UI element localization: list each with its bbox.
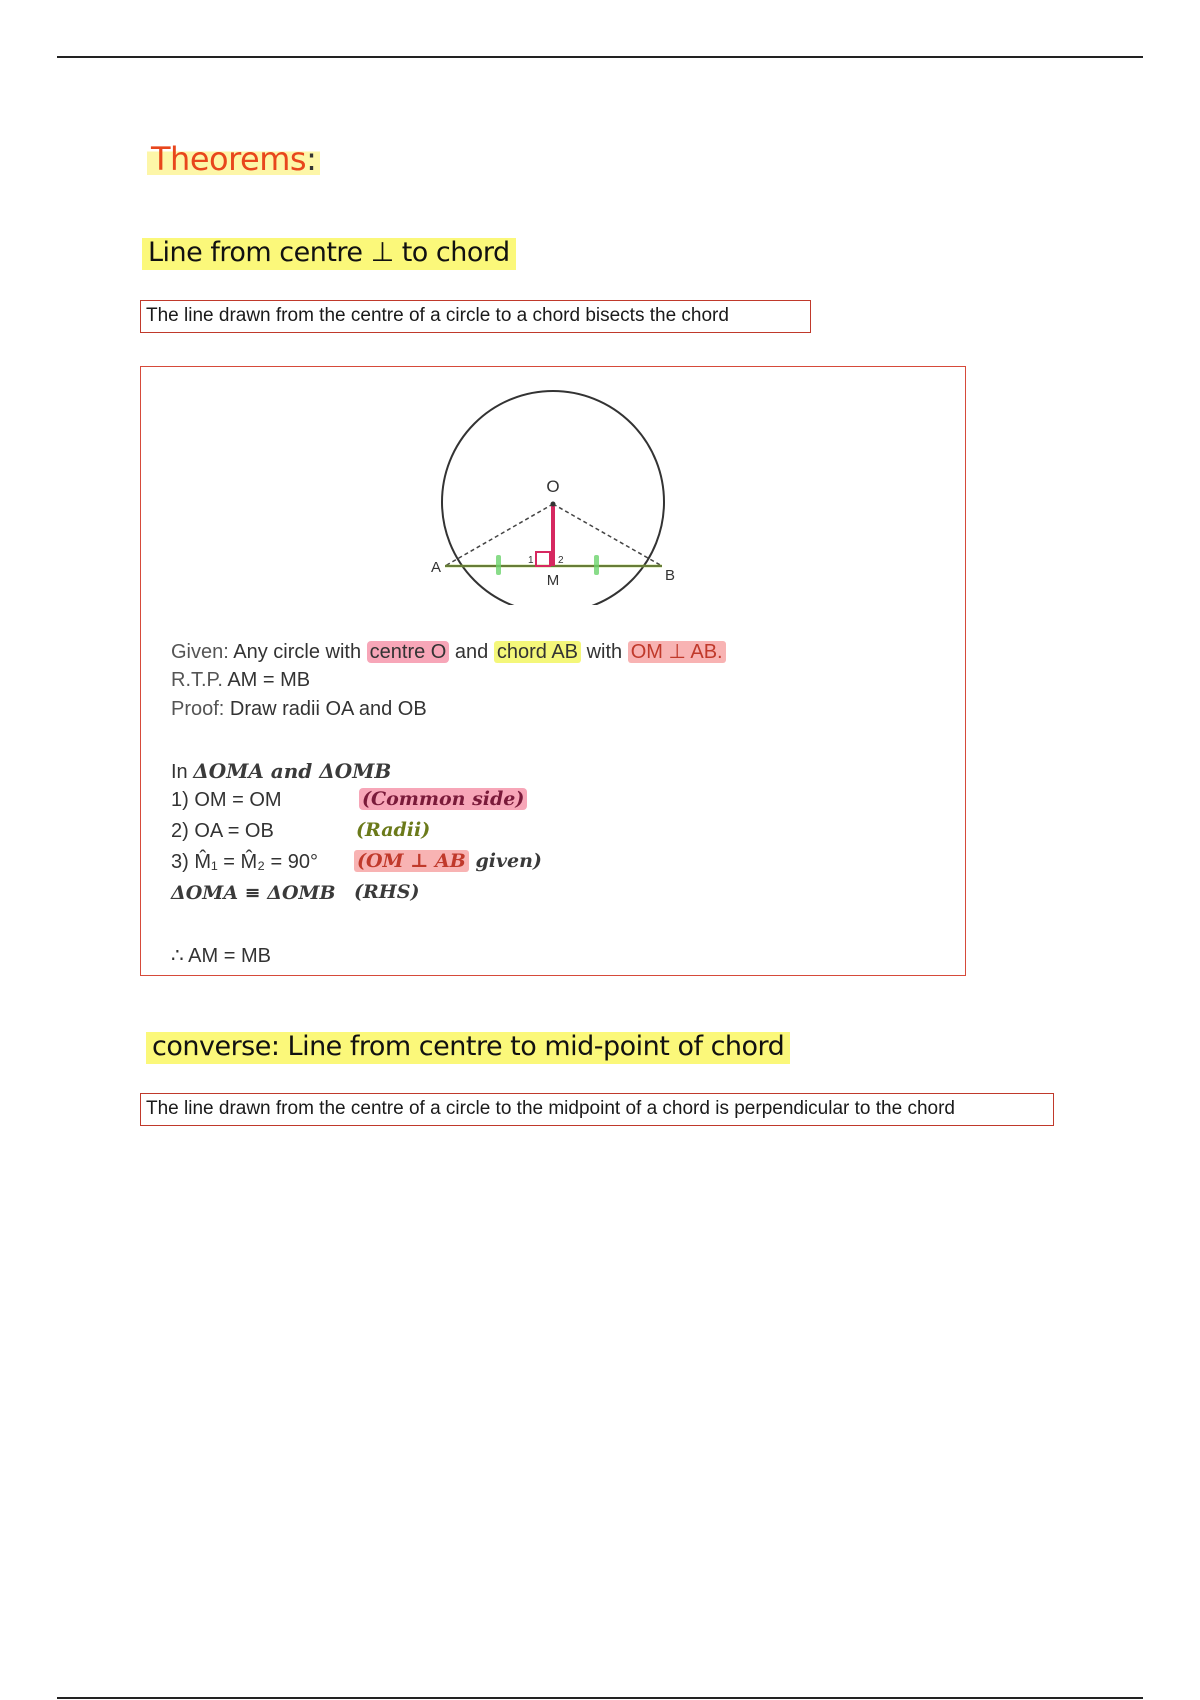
rtp-text: AM = MB [227, 669, 311, 691]
label-o: O [546, 477, 560, 496]
reason-2: (Radii) [356, 819, 431, 841]
section-2-title: converse: Line from centre to mid-point of chord [146, 1032, 790, 1064]
reason-1: (Common side) [359, 788, 527, 810]
label-a: A [431, 559, 442, 576]
page-heading-colon: : [306, 140, 317, 178]
conclusion: ∴ AM = MB [171, 945, 271, 967]
centre-dot [551, 502, 556, 507]
equal-mark-am [496, 555, 501, 575]
radius-ob [553, 504, 662, 566]
step-2: 2) OA = OB [171, 820, 274, 842]
section-1-title: Line from centre ⊥ to chord [142, 238, 516, 270]
in-triangles: ΔOMA and ΔOMB [193, 759, 392, 783]
given-label: Given: [171, 641, 229, 663]
congruence: ΔOMA ≡ ΔOMB [171, 882, 336, 904]
given-perpendicular: OM ⊥ AB. [628, 641, 726, 663]
given-centre: centre O [367, 641, 450, 663]
reason-3-rest: given) [475, 850, 542, 872]
circle-diagram [411, 375, 711, 605]
right-angle-marker [536, 552, 550, 566]
rtp-label: R.T.P. [171, 669, 223, 691]
page-heading [147, 140, 320, 178]
proof-box [140, 366, 966, 976]
label-2: 2 [558, 555, 564, 566]
section-2-statement: The line drawn from the centre of a circle to the midpoint of a chord is perpendicular to the chord [140, 1093, 1054, 1126]
given-text-1: Any circle with [233, 641, 362, 663]
equal-mark-mb [594, 555, 599, 575]
in-triangles-line [171, 759, 391, 784]
given-text-2: and [454, 641, 489, 663]
step-1: 1) OM = OM [171, 789, 282, 811]
label-b: B [665, 567, 676, 584]
bottom-rule [57, 1697, 1143, 1699]
proof-line [171, 698, 427, 721]
congruence-reason: (RHS) [354, 881, 420, 903]
page-heading-text: Theorems [151, 140, 307, 178]
top-rule [57, 56, 1143, 58]
step-3: 3) M̂₁ = M̂₂ = 90° [171, 851, 319, 873]
reason-3-highlight: (OM ⊥ AB [354, 850, 469, 872]
rtp-line [171, 669, 310, 692]
proof-label: Proof: [171, 698, 225, 720]
label-1: 1 [528, 555, 534, 566]
in-label: In [171, 761, 188, 783]
reason-3 [354, 850, 542, 872]
proof-text: Draw radii OA and OB [229, 698, 427, 720]
given-chord: chord AB [494, 641, 581, 663]
label-m: M [546, 572, 560, 589]
given-line [171, 639, 726, 664]
given-text-3: with [586, 641, 623, 663]
section-1-statement: The line drawn from the centre of a circle to a chord bisects the chord [140, 300, 811, 333]
